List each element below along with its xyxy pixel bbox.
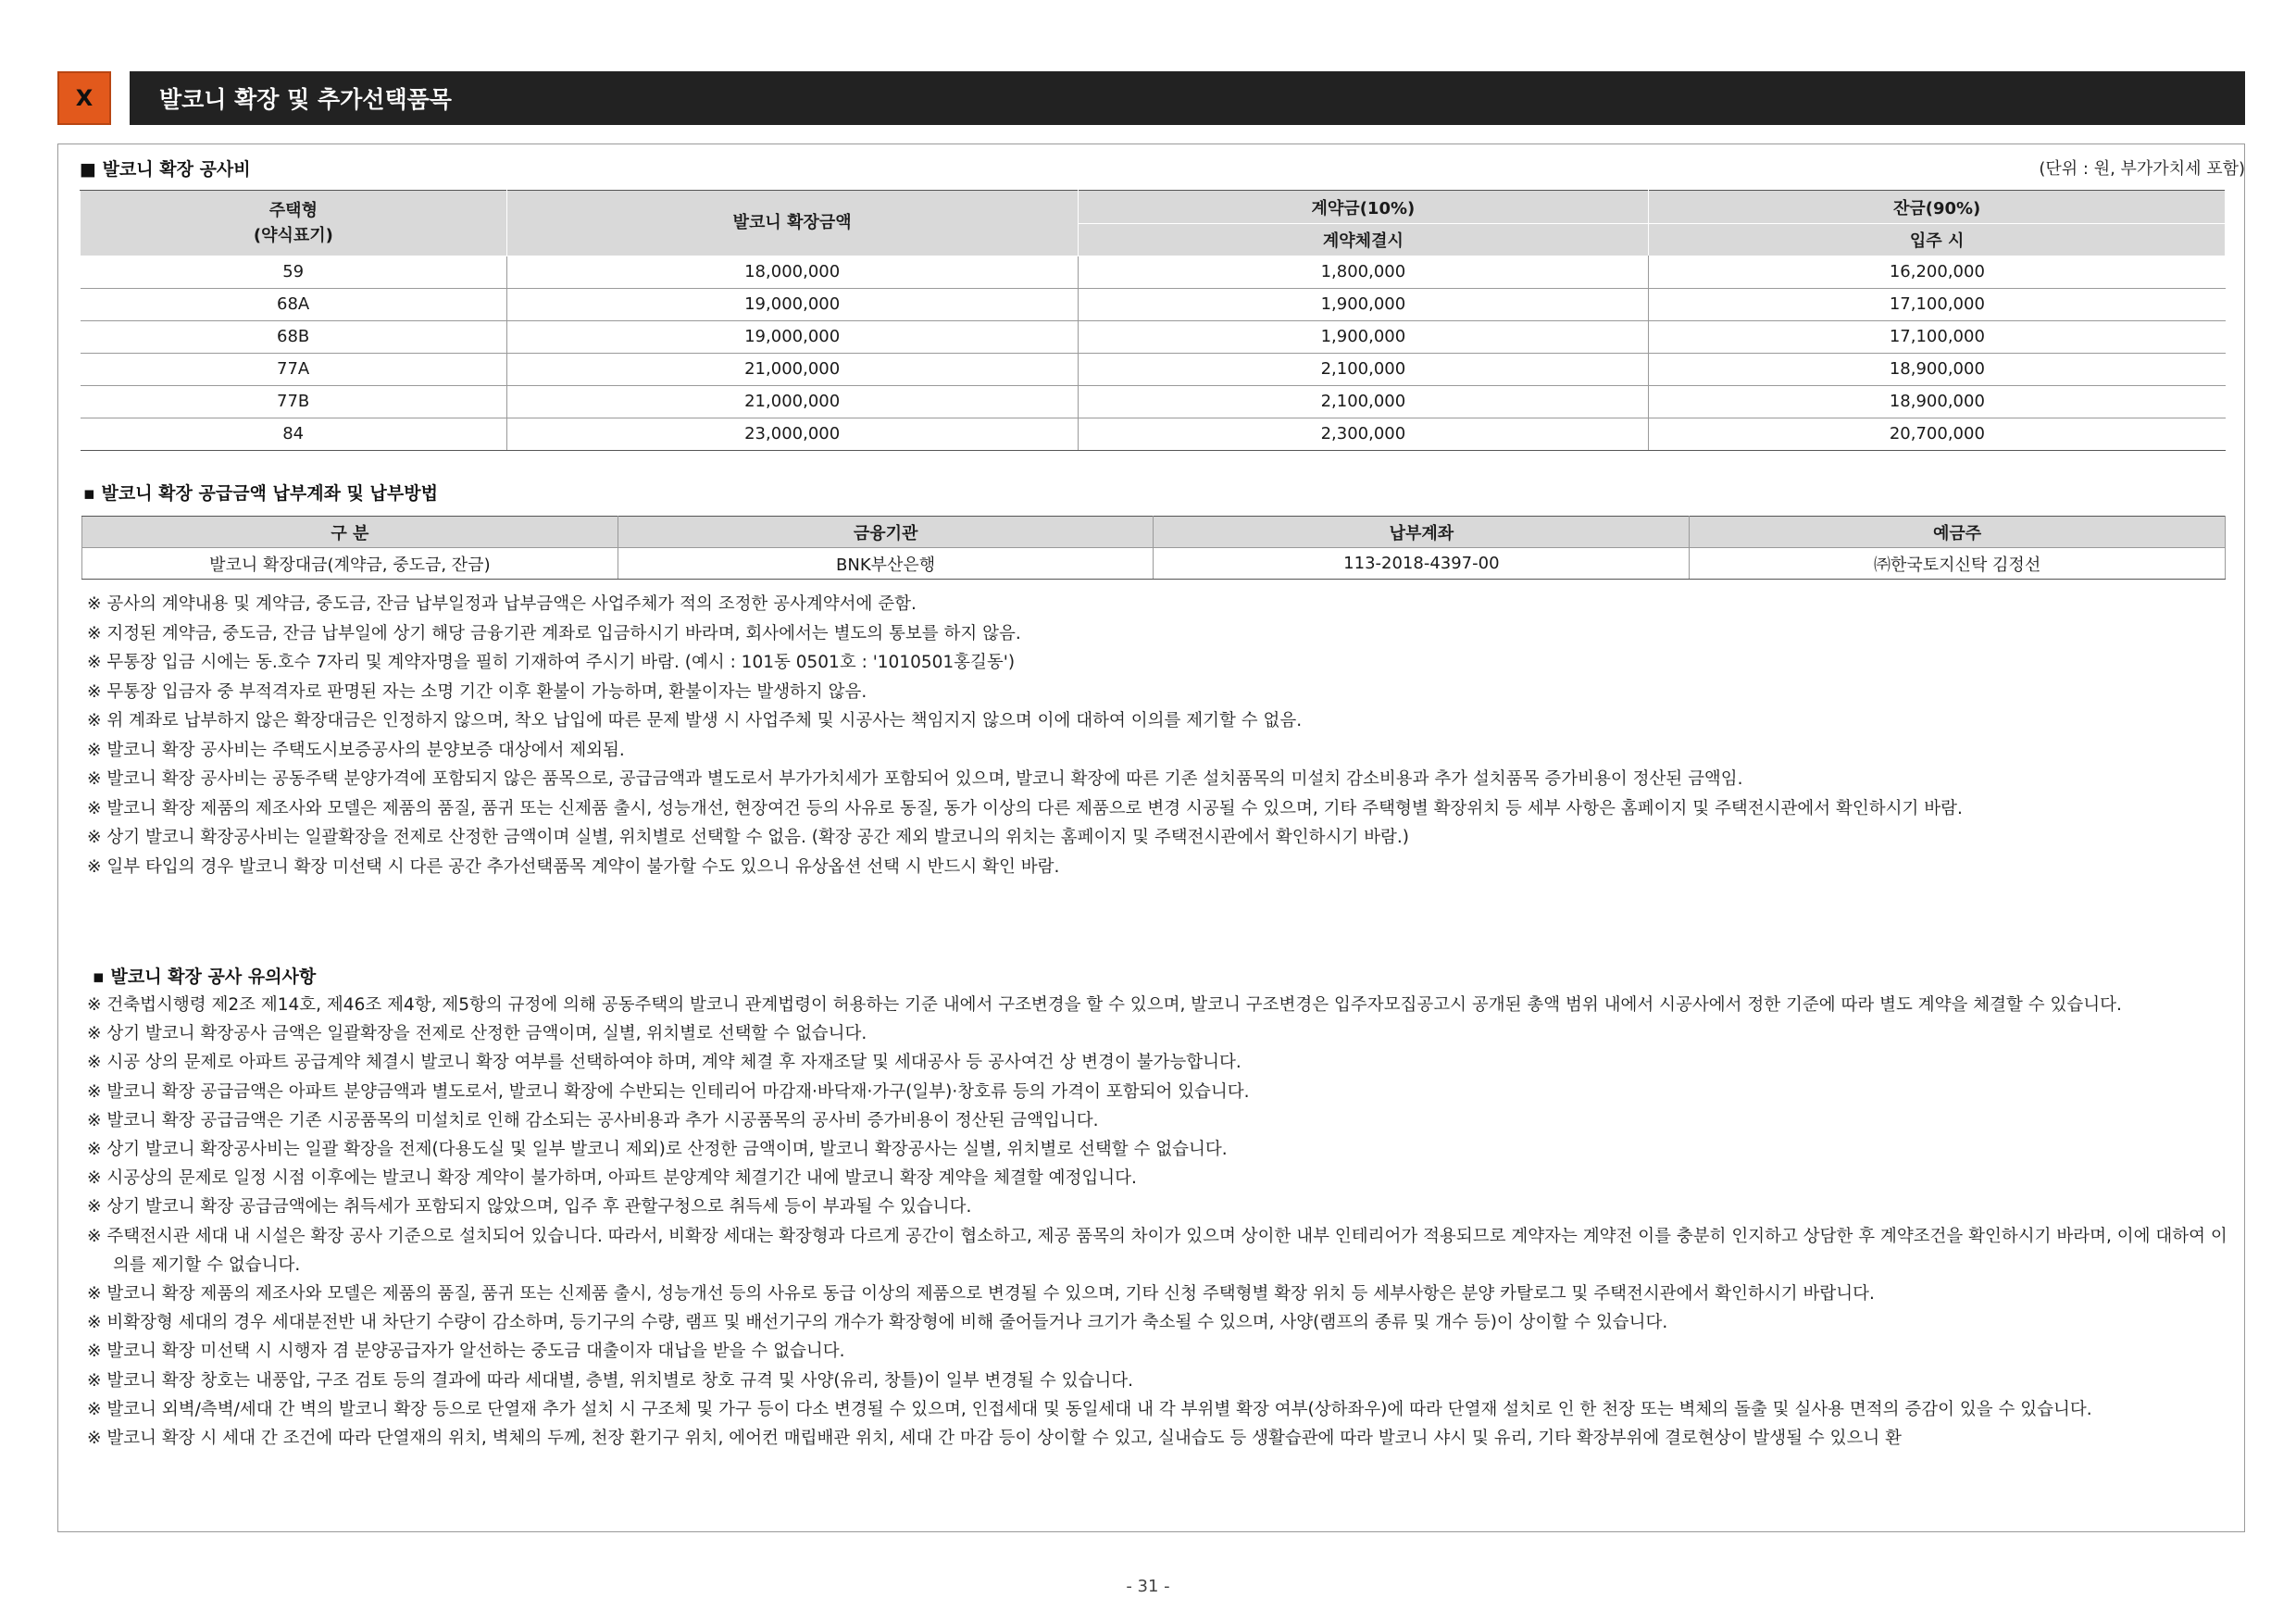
cell-balance: 17,100,000 (1649, 288, 2226, 320)
table-row (81, 320, 2226, 353)
cell-balance: 16,200,000 (1649, 256, 2226, 288)
list-item: ※ 시공상의 문제로 일정 시점 이후에는 발코니 확장 계약이 불가하며, 아파트 분양계약 체결기간 내에 발코니 확장 계약을 체결할 예정입니다. (87, 1168, 1137, 1189)
list-item: ※ 지정된 계약금, 중도금, 잔금 납부일에 상기 해당 금융기관 계좌로 입금하시기 바라며, 회사에서는 별도의 통보를 하지 않음. (87, 623, 1021, 643)
cell-deposit: 1,900,000 (1078, 288, 1649, 320)
list-item: ※ 발코니 외벽/측벽/세대 간 벽의 발코니 확장 등으로 단열재 추가 설치 시 구조체 및 가구 등이 다소 변경될 수 있으며, 인접세대 및 동일세대 내 각 부위별 확장 여부(상하좌우)에 따라 단열재 설치로 인 한 천장 또는 벽체의 돌출 및 실사용 면적의 증감이 있을 수 있습니다. (87, 1399, 2092, 1419)
balcony-cost-table (80, 190, 2226, 451)
list-item: ※ 상기 발코니 확장공사비는 일괄확장을 전제로 산정한 금액이며 실별, 위치별로 선택할 수 없음. (확장 공간 제외 발코니의 위치는 홈페이지 및 주택전시관에서 확인하시기 바람.) (87, 828, 1409, 847)
section-title: 발코니 확장 및 추가선택품목 (159, 86, 452, 113)
list-item: ※ 발코니 확장 공급금액은 기존 시공품목의 미설치로 인해 감소되는 공사비용과 추가 시공품목의 공사비 증가비용이 정산된 금액입니다. (87, 1110, 1099, 1130)
cell-deposit: 2,100,000 (1078, 353, 1649, 385)
payment-account-title: ▪ 발코니 확장 공급금액 납부계좌 및 납부방법 (83, 483, 438, 504)
list-item: ※ 발코니 확장 공사비는 주택도시보증공사의 분양보증 대상에서 제외됨. (87, 740, 625, 760)
cell-deposit: 1,900,000 (1078, 320, 1649, 353)
col-account: 납부계좌 (1154, 517, 1690, 548)
list-item: ※ 발코니 확장 창호는 내풍압, 구조 검토 등의 결과에 따라 세대별, 층별, 위치별로 창호 규격 및 사양(유리, 창틀)이 일부 변경될 수 있습니다. (87, 1370, 1133, 1391)
list-item: ※ 발코니 확장 공사비는 공동주택 분양가격에 포함되지 않은 품목으로, 공급금액과 별도로서 부가가치세가 포함되어 있으며, 발코니 확장에 따른 기존 설치품목의 미설치 감소비용과 추가 설치품목 증가비용이 정산된 금액임. (87, 769, 1743, 789)
payment-notes (87, 590, 2227, 881)
cell-bank: BNK부산은행 (618, 548, 1154, 580)
cell-amount: 23,000,000 (506, 418, 1078, 450)
page-number: - 31 - (1126, 1577, 1170, 1596)
col-category: 구 분 (82, 517, 618, 548)
cell-account: 113-2018-4397-00 (1154, 548, 1690, 580)
list-item: ※ 위 계좌로 납부하지 않은 확장대금은 인정하지 않으며, 착오 납입에 따른 문제 발생 시 사업주체 및 시공사는 책임지지 않으며 이에 대하여 이의를 제기할 수 없음. (87, 711, 1303, 730)
list-item: ※ 발코니 확장 제품의 제조사와 모델은 제품의 품질, 품귀 또는 신제품 출시, 성능개선 등의 사유로 동급 이상의 제품으로 변경될 수 있으며, 기타 신청 주택형별 확장 위치 등 세부사항은 분양 카탈로그 및 주택전시관에서 확인하시기 바랍니다. (87, 1284, 1875, 1305)
list-item: ※ 발코니 확장 제품의 제조사와 모델은 제품의 품질, 품귀 또는 신제품 출시, 성능개선, 현장여건 등의 사유로 동질, 동가 이상의 다른 제품으로 변경 시공될 수 있으며, 기타 주택형별 확장위치 등 세부 사항은 홈페이지 및 주택전시관에서 확인하시기 바람. (87, 798, 1963, 818)
list-item: ※ 건축법시행령 제2조 제14호, 제46조 제4항, 제5항의 규정에 의해 공동주택의 발코니 관계법령이 허용하는 기준 내에서 구조변경을 할 수 있으며, 발코니 구조변경은 입주자모집공고시 공개된 총액 범위 내에서 시공사에서 정한 기준에 따라 별도 계약을 체결할 수 있습니다. (87, 995, 2122, 1015)
payment-account-table (81, 516, 2226, 580)
list-item: ※ 공사의 계약내용 및 계약금, 중도금, 잔금 납부일정과 납부금액은 사업주체가 적의 조정한 공사계약서에 준함. (87, 594, 917, 614)
cell-type: 59 (81, 256, 507, 288)
col-holder: 예금주 (1690, 517, 2226, 548)
cell-deposit: 2,100,000 (1078, 385, 1649, 418)
unit-note: (단위 : 원, 부가가치세 포함) (2039, 159, 2245, 179)
list-item: ※ 비확장형 세대의 경우 세대분전반 내 차단기 수량이 감소하며, 등기구의 수량, 램프 및 배선기구의 개수가 확장형에 비해 줄어들거나 크기가 축소될 수 있으며, 사양(램프의 종류 및 개수 등)이 상이할 수 있습니다. (87, 1313, 1668, 1333)
table-row (81, 418, 2226, 450)
cell-category: 발코니 확장대금(계약금, 중도금, 잔금) (82, 548, 618, 580)
table-row (81, 353, 2226, 385)
col-bank: 금융기관 (618, 517, 1154, 548)
cell-balance: 18,900,000 (1649, 353, 2226, 385)
cell-amount: 21,000,000 (506, 353, 1078, 385)
section-header (130, 71, 2245, 125)
section-badge: X (57, 71, 111, 125)
precautions-title: ▪ 발코니 확장 공사 유의사항 (93, 967, 317, 987)
list-item: ※ 무통장 입금자 중 부적격자로 판명된 자는 소명 기간 이후 환불이 가능하며, 환불이자는 발생하지 않음. (87, 681, 867, 702)
cell-amount: 21,000,000 (506, 385, 1078, 418)
col-type: 주택형 (약식표기) (81, 191, 507, 256)
cell-balance: 18,900,000 (1649, 385, 2226, 418)
col-balance: 잔금(90%) (1649, 191, 2226, 224)
col-deposit-when: 계약체결시 (1078, 224, 1649, 256)
balcony-cost-title: ■ 발코니 확장 공사비 (80, 159, 251, 180)
table-row (81, 385, 2226, 418)
list-item: ※ 주택전시관 세대 내 시설은 확장 공사 기준으로 설치되어 있습니다. 따라서, 비확장 세대는 확장형과 다르게 공간이 협소하고, 제공 품목의 차이가 있으며 상이한 내부 인테리어가 적용되므로 계약자는 계약전 이를 충분히 인지하고 상담한 후 계약조건을 확인하시기 바라며, 이에 대하여 이의를 제기할 수 없습니다. (87, 1226, 2227, 1275)
cell-holder: ㈜한국토지신탁 김정선 (1690, 548, 2226, 580)
cell-type: 68B (81, 320, 507, 353)
col-balance-when: 입주 시 (1649, 224, 2226, 256)
list-item: ※ 발코니 확장 공급금액은 아파트 분양금액과 별도로서, 발코니 확장에 수반되는 인테리어 마감재·바닥재·가구(일부)·창호류 등의 가격이 포함되어 있습니다. (87, 1081, 1250, 1102)
table-row (81, 256, 2226, 288)
cell-amount: 18,000,000 (506, 256, 1078, 288)
cell-type: 77A (81, 353, 507, 385)
col-amount: 발코니 확장금액 (506, 191, 1078, 256)
col-deposit: 계약금(10%) (1078, 191, 1649, 224)
list-item: ※ 상기 발코니 확장공사비는 일괄 확장을 전제(다용도실 및 일부 발코니 제외)로 산정한 금액이며, 발코니 확장공사는 실별, 위치별로 선택할 수 없습니다. (87, 1140, 1228, 1160)
cell-type: 77B (81, 385, 507, 418)
list-item: ※ 상기 발코니 확장 공급금액에는 취득세가 포함되지 않았으며, 입주 후 관할구청으로 취득세 등이 부과될 수 있습니다. (87, 1197, 972, 1217)
cell-balance: 20,700,000 (1649, 418, 2226, 450)
table-row (82, 548, 2226, 580)
cell-type: 84 (81, 418, 507, 450)
list-item: ※ 무통장 입금 시에는 동.호수 7자리 및 계약자명을 필히 기재하여 주시기 바람. (예시 : 101동 0501호 : '1010501홍길동') (87, 653, 1016, 672)
precaution-notes (87, 991, 2227, 1453)
list-item: ※ 시공 상의 문제로 아파트 공급계약 체결시 발코니 확장 여부를 선택하여야 하며, 계약 체결 후 자재조달 및 세대공사 등 공사여건 상 변경이 불가능합니다. (87, 1053, 1242, 1073)
cell-type: 68A (81, 288, 507, 320)
list-item: ※ 발코니 확장 시 세대 간 조건에 따라 단열재의 위치, 벽체의 두께, 천장 환기구 위치, 에어컨 매립배관 위치, 세대 간 마감 등이 상이할 수 있고, 실내습도 등 생활습관에 따라 발코니 샤시 및 유리, 기타 확장부위에 결로현상이 발생될 수 있으니 환 (87, 1429, 1903, 1449)
cell-deposit: 1,800,000 (1078, 256, 1649, 288)
list-item: ※ 일부 타입의 경우 발코니 확장 미선택 시 다른 공간 추가선택품목 계약이 불가할 수도 있으니 유상옵션 선택 시 반드시 확인 바람. (87, 856, 1060, 877)
cell-deposit: 2,300,000 (1078, 418, 1649, 450)
list-item: ※ 발코니 확장 미선택 시 시행자 겸 분양공급자가 알선하는 중도금 대출이자 대납을 받을 수 없습니다. (87, 1342, 845, 1362)
cell-amount: 19,000,000 (506, 288, 1078, 320)
table-row (81, 288, 2226, 320)
cell-balance: 17,100,000 (1649, 320, 2226, 353)
list-item: ※ 상기 발코니 확장공사 금액은 일괄확장을 전제로 산정한 금액이며, 실별, 위치별로 선택할 수 없습니다. (87, 1024, 867, 1044)
cell-amount: 19,000,000 (506, 320, 1078, 353)
